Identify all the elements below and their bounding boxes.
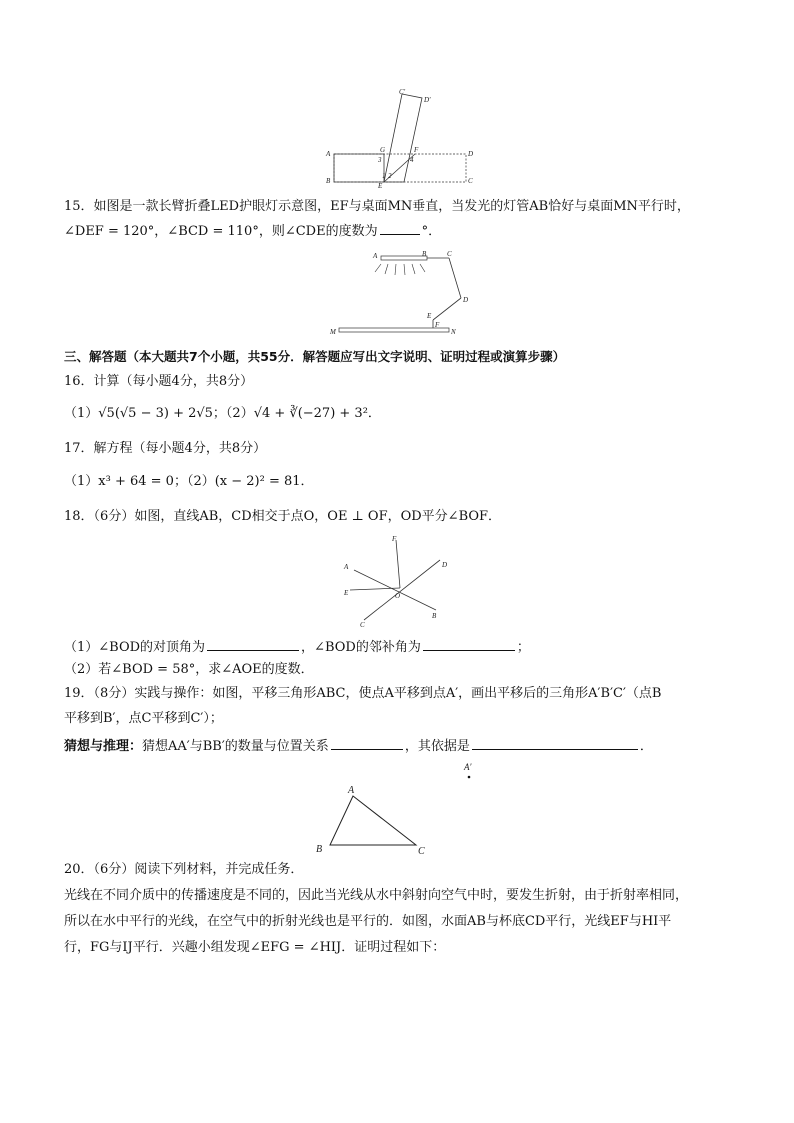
- label-e: E: [378, 182, 383, 188]
- q19-guess: 猜想与推理：猜想AA′与BB′的数量与位置关系 ，其依据是 ．: [64, 735, 653, 757]
- label-c: C: [447, 250, 452, 258]
- q16-title: 16．计算（每小题4分，共8分）: [64, 374, 254, 389]
- label-angle-1: 1: [382, 172, 386, 180]
- label-f: F: [435, 321, 440, 329]
- q15-answer-blank[interactable]: [380, 220, 420, 235]
- q17-part1: （1）x³ + 64 = 0；（2）(x − 2)² = 81．: [64, 474, 314, 489]
- label-d: D: [442, 561, 448, 569]
- point-a-prime: [468, 776, 471, 779]
- intersecting-lines-figure: [336, 532, 466, 628]
- label-b: B: [316, 844, 323, 855]
- triangle-figure: [306, 760, 486, 860]
- q16-part1: （1）√5(√5 − 3) + 2√5；（2）√4 + ∛(−27) + 3²．: [64, 406, 381, 421]
- led-lamp-figure: [325, 248, 475, 340]
- q18-blank-2[interactable]: [423, 636, 515, 651]
- q19-line1: 19．（8分）实践与操作：如图，平移三角形ABC，使点A平移到点A′，画出平移后的三角形A′B′C′（点B: [64, 686, 662, 701]
- q15-line2: ∠DEF = 120°，∠BCD = 110°，则∠CDE的度数为 °．: [64, 220, 441, 242]
- label-e: E: [344, 589, 349, 597]
- q18-title: 18．（6分）如图，直线AB，CD相交于点O，OE ⊥ OF，OD平分∠BOF．: [64, 509, 502, 524]
- label-angle-4: 4: [410, 156, 414, 164]
- label-a: A: [326, 150, 331, 158]
- label-d: D: [468, 150, 474, 158]
- q20-line1: 20．（6分）阅读下列材料，并完成任务．: [64, 862, 304, 877]
- label-c: C: [468, 177, 473, 185]
- label-f: F: [414, 146, 419, 154]
- label-angle-2: 2: [388, 172, 392, 180]
- label-a: A: [373, 252, 378, 260]
- label-e: E: [427, 312, 432, 320]
- label-g: G: [380, 146, 386, 154]
- q20-line2: 光线在不同介质中的传播速度是不同的，因此当光线从水中斜射向空气中时，要发生折射，由于折射率相同，: [64, 888, 689, 903]
- label-f: F: [392, 535, 397, 543]
- q20-line4: 行，FG与IJ平行．兴趣小组发现∠EFG = ∠HIJ．证明过程如下：: [64, 940, 446, 955]
- label-c: C: [360, 621, 365, 628]
- label-b: B: [422, 250, 427, 258]
- q19-line2: 平移到B′，点C平移到C′）；: [64, 711, 223, 726]
- label-b: B: [432, 612, 437, 620]
- label-c-prime: C': [399, 88, 406, 96]
- label-angle-3: 3: [378, 156, 382, 164]
- label-a-prime: A′: [464, 762, 472, 772]
- fold-figure: [320, 88, 480, 188]
- q17-title: 17．解方程（每小题4分，共8分）: [64, 441, 267, 456]
- label-d: D: [463, 296, 469, 304]
- label-a: A: [344, 563, 349, 571]
- label-d-prime: D': [424, 96, 431, 104]
- label-a: A: [348, 785, 355, 796]
- label-b: B: [326, 177, 331, 185]
- q18-part2: （2）若∠BOD = 58°，求∠AOE的度数．: [64, 662, 314, 677]
- q20-line3: 所以在水中平行的光线，在空气中的折射光线也是平行的．如图，水面AB与杯底CD平行，光线EF与HI平: [64, 914, 672, 929]
- label-c: C: [418, 846, 425, 857]
- label-m: M: [330, 328, 336, 336]
- label-n: N: [451, 328, 456, 336]
- q18-part1: （1）∠BOD的对顶角为 ，∠BOD的邻补角为 ；: [64, 636, 530, 658]
- section-3-title: 三、解答题（本大题共7个小题，共55分．解答题应写出文字说明、证明过程或演算步骤）: [64, 349, 566, 364]
- q19-blank-2[interactable]: [472, 735, 638, 750]
- q15-line1: 15．如图是一款长臂折叠LED护眼灯示意图，EF与桌面MN垂直，当发光的灯管AB恰好与桌面MN平行时，: [64, 199, 690, 214]
- label-o: O: [395, 592, 401, 600]
- q19-blank-1[interactable]: [331, 735, 403, 750]
- q18-blank-1[interactable]: [207, 636, 299, 651]
